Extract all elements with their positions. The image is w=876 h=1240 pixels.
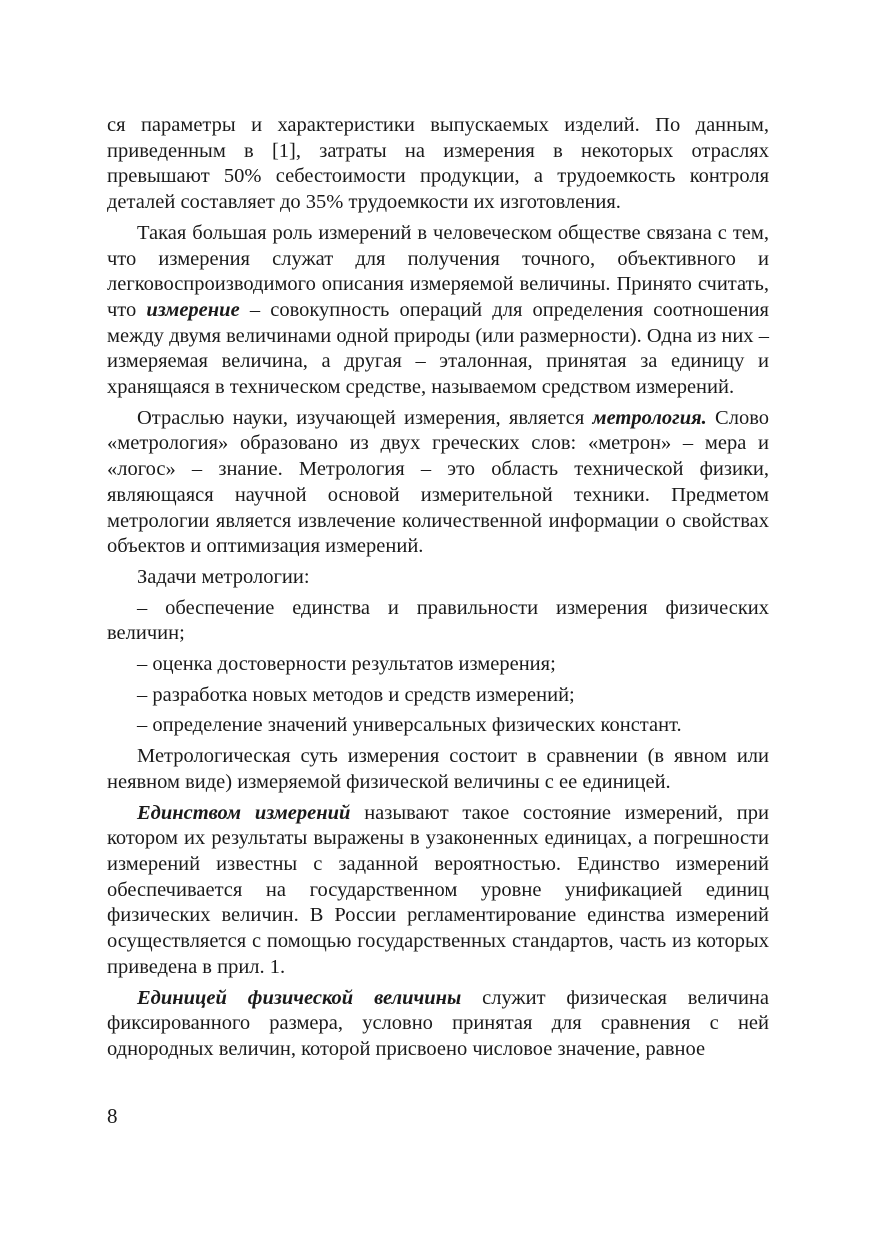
paragraph [107, 113, 769, 216]
paragraph-text: ся параметры и характеристики выпускаемых изделий. По данным, приведенным в [1], затраты на измерения в некоторых отраслях превышают 50% себестоимости продукции, а трудоемкость контроля деталей составляет до 35% трудоемкости их изготовления. [107, 114, 769, 214]
paragraph-text: Задачи метрологии: [137, 565, 310, 588]
paragraph-text: служит физическая величина фиксированного размера, условно принятая для сравнения с ней однородных величин, которой присвоено числовое значение, равное [107, 986, 769, 1060]
paragraph-text: – обеспечение единства и правильности измерения физических величин; [107, 596, 769, 645]
paragraph [107, 596, 769, 647]
paragraph-text: называют такое состояние измерений, при котором их результаты выражены в узаконенных единицах, а погрешности измерений известны с заданной вероятностью. Единство измерений обеспечивается на государственном уровне унификацией единиц физических величин. В России регламентирование единства измерений осуществляется с помощью государственных стандартов, часть из которых приведена в прил. 1. [107, 801, 769, 978]
paragraph [107, 565, 769, 591]
paragraph-text: – разработка новых методов и средств измерений; [137, 683, 575, 706]
page-body [107, 113, 769, 1068]
paragraph-text: Слово «метрология» образовано из двух греческих слов: «метрон» – мера и «логос» – знание. Метрология – это область технической физики, являющаяся научной основой измерительной техники. Предметом метрологии является извлечение количественной информации о свойствах объектов и оптимизация измерений. [107, 406, 769, 558]
paragraph-text: Метрологическая суть измерения состоит в сравнении (в явном или неявном виде) измеряемой физической величины с ее единицей. [107, 745, 769, 793]
defined-term: метрология. [592, 406, 707, 429]
paragraph [107, 744, 769, 795]
defined-term: Единицей физической величины [137, 986, 462, 1009]
paragraph [107, 221, 769, 401]
paragraph-text: – определение значений универсальных физических констант. [137, 714, 682, 737]
paragraph-text: Такая большая роль измерений в человеческом обществе связана с тем, что измерения служат для получения точного, объективного и легковоспроизводимого описания измеряемой величины. Принято считать, что [107, 221, 769, 321]
paragraph [107, 713, 769, 739]
paragraph-text: – оценка достоверности результатов измерения; [137, 653, 556, 676]
paragraph [107, 652, 769, 678]
page-number: 8 [107, 1104, 118, 1128]
paragraph [107, 986, 769, 1063]
paragraph-text: – совокупность операций для определения соотношения между двумя величинами одной природы (или размерности). Одна из них – измеряемая величина, а другая – эталонная, принятая за единицу и хранящаяся в техническом средстве, называемом средством измерений. [107, 298, 769, 399]
paragraph [107, 801, 769, 981]
defined-term: Единством измерений [137, 801, 351, 824]
paragraph-text: Отраслью науки, изучающей измерения, является [137, 406, 593, 429]
defined-term: измерение [146, 298, 240, 321]
paragraph [107, 406, 769, 560]
paragraph [107, 683, 769, 709]
